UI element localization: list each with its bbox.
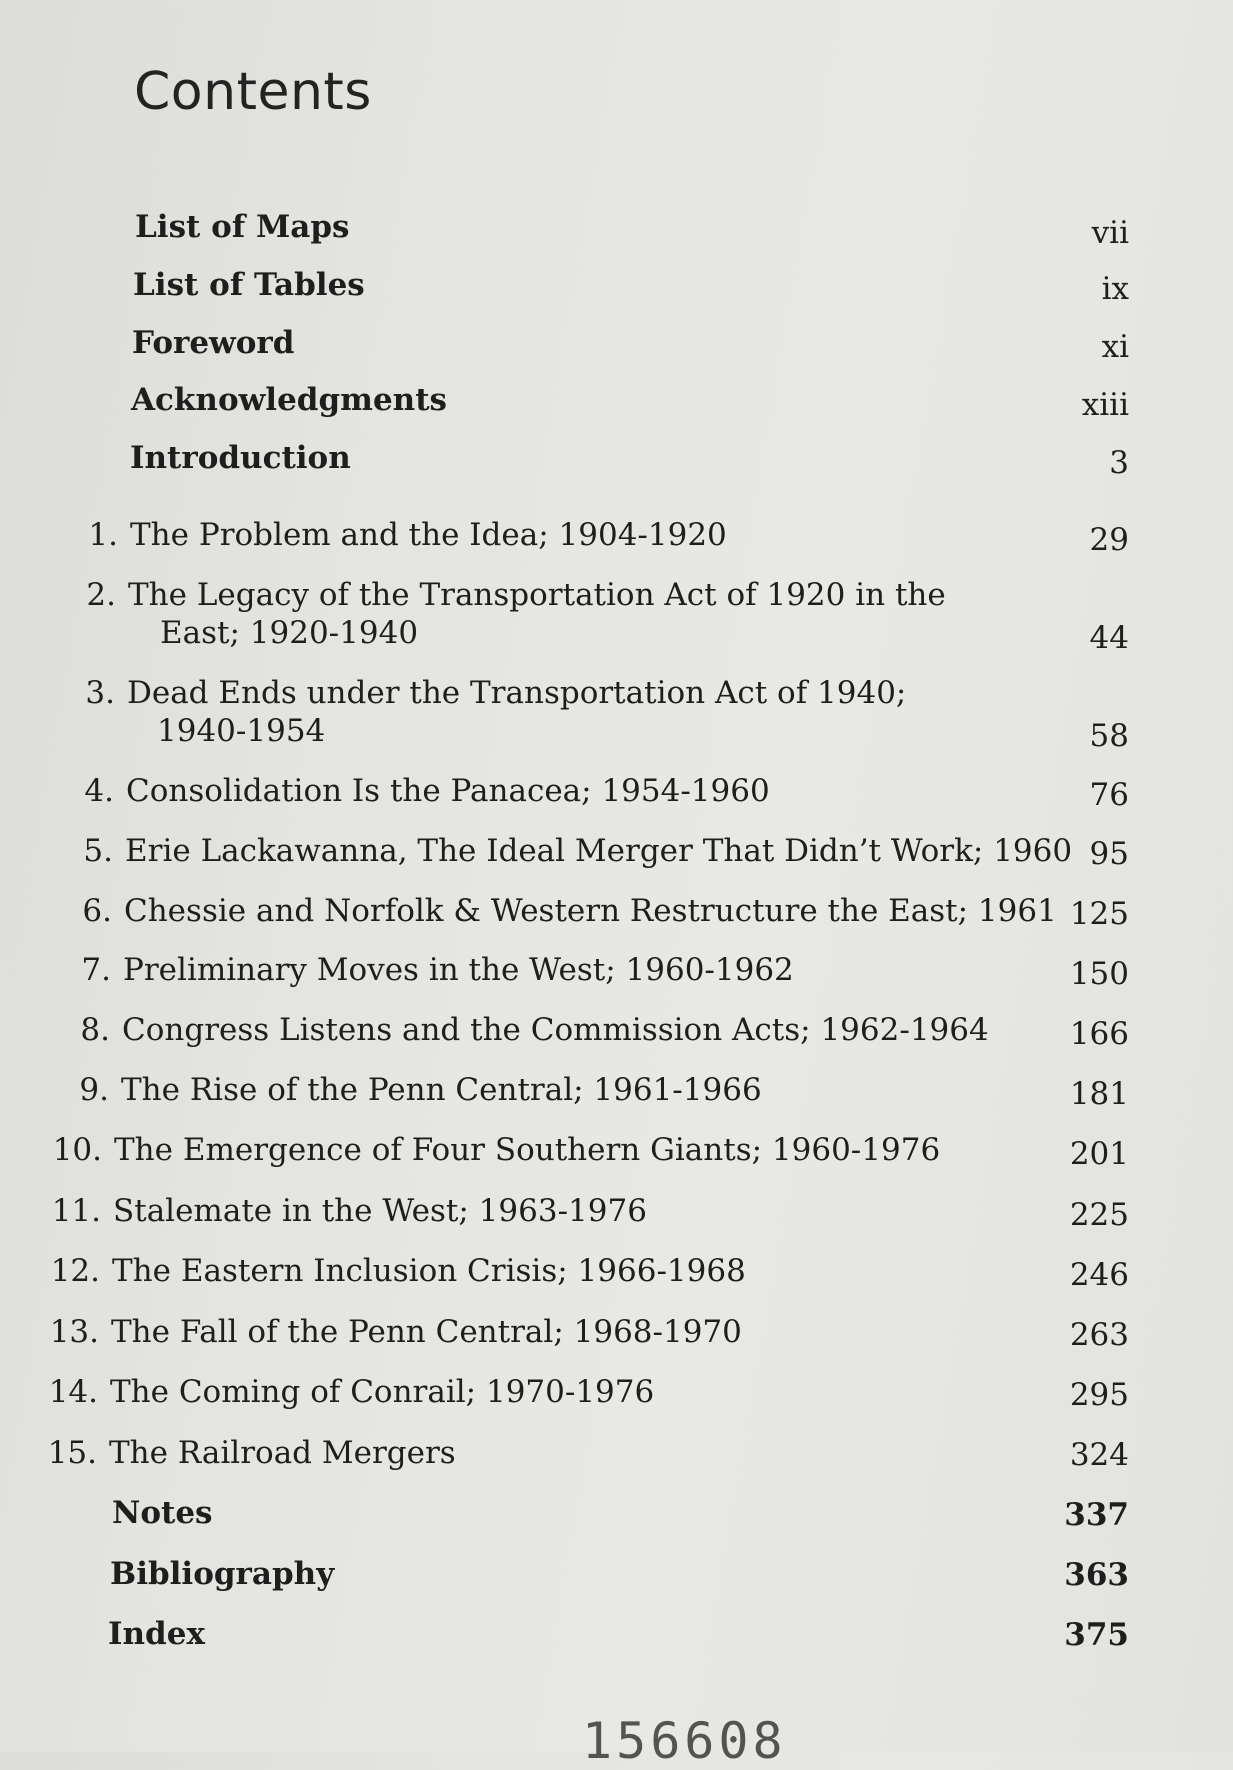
chapter-title: Stalemate in the West; 1963-1976 <box>113 1193 647 1229</box>
entry-page-number: 150 <box>1069 956 1129 992</box>
entry-page-number: 29 <box>1089 522 1129 558</box>
entry-page-number: vii <box>1091 215 1129 251</box>
stamped-accession-number: 156608 <box>582 1712 787 1770</box>
chapter-number: 12. <box>50 1253 100 1289</box>
page-title: Contents <box>134 62 372 122</box>
chapter-title: Dead Ends under the Transportation Act of 1940; <box>127 675 907 711</box>
entry-page-number: 295 <box>1069 1377 1129 1413</box>
chapter-entry <box>48 1252 746 1290</box>
entry-page-number: 201 <box>1069 1136 1129 1172</box>
entry-label: Notes <box>112 1495 213 1531</box>
entry-page-number: 44 <box>1089 620 1129 656</box>
chapter-number: 8. <box>80 1012 110 1048</box>
entry-page-number: 225 <box>1069 1197 1129 1233</box>
entry-label: Introduction <box>130 440 351 476</box>
chapter-title: Consolidation Is the Panacea; 1954-1960 <box>126 773 770 809</box>
entry-page-number: 125 <box>1069 896 1129 932</box>
entry-page-number: 324 <box>1069 1437 1129 1473</box>
chapter-entry <box>64 576 946 652</box>
chapter-entry <box>57 1071 762 1109</box>
chapter-entry <box>61 832 1072 870</box>
entry-page-number: 337 <box>1064 1497 1129 1533</box>
entry-page-number: 95 <box>1089 836 1129 872</box>
chapter-title: Chessie and Norfolk & Western Restructure the East; 1961 <box>124 893 1057 929</box>
front-matter-entry-maps <box>135 208 349 246</box>
front-matter-entry-tables <box>133 266 365 304</box>
chapter-title: The Legacy of the Transportation Act of 1920 in the <box>128 577 946 613</box>
entry-page-number: 3 <box>1109 445 1129 481</box>
entry-label: Foreword <box>132 325 295 361</box>
chapter-entry <box>50 1131 940 1169</box>
entry-page-number: 263 <box>1069 1317 1129 1353</box>
chapter-entry <box>49 1192 647 1230</box>
entry-page-number: xiii <box>1081 387 1129 423</box>
chapter-number: 1. <box>88 517 118 553</box>
chapter-entry <box>45 1434 456 1472</box>
entry-page-number: 76 <box>1089 777 1129 813</box>
chapter-entry <box>62 772 770 810</box>
entry-label: Bibliography <box>110 1556 335 1592</box>
chapter-entry <box>58 1011 989 1049</box>
chapter-entry <box>66 516 727 554</box>
chapter-entry <box>46 1373 654 1411</box>
chapter-entry <box>60 892 1057 930</box>
chapter-title-continued: 1940-1954 <box>157 713 326 749</box>
chapter-title: Congress Listens and the Commission Acts; 1962-1964 <box>122 1012 989 1048</box>
entry-label: List of Tables <box>133 267 365 303</box>
chapter-title: The Rise of the Penn Central; 1961-1966 <box>121 1072 762 1108</box>
front-matter-entry-foreword <box>132 324 294 362</box>
entry-label: List of Maps <box>135 209 350 245</box>
chapter-number: 11. <box>51 1193 101 1229</box>
chapter-title: The Coming of Conrail; 1970-1976 <box>110 1374 655 1410</box>
chapter-number: 15. <box>47 1435 97 1471</box>
chapter-number: 9. <box>79 1072 109 1108</box>
chapter-title: The Railroad Mergers <box>109 1435 456 1471</box>
entry-page-number: 58 <box>1089 718 1129 754</box>
chapter-number: 14. <box>48 1374 98 1410</box>
chapter-title: Preliminary Moves in the West; 1960-1962 <box>123 952 794 988</box>
chapter-entry <box>59 951 794 989</box>
back-matter-entry-index <box>108 1615 205 1653</box>
chapter-title: Erie Lackawanna, The Ideal Merger That Didn’t Work; 1960 <box>125 833 1073 869</box>
chapter-title: The Emergence of Four Southern Giants; 1960-1976 <box>114 1132 941 1168</box>
back-matter-entry-bibliography <box>110 1555 334 1593</box>
chapter-entry <box>47 1313 742 1351</box>
chapter-number: 5. <box>83 833 113 869</box>
entry-page-number: 181 <box>1069 1076 1129 1112</box>
entry-label: Index <box>108 1616 205 1652</box>
chapter-number: 13. <box>49 1314 99 1350</box>
entry-page-number: xi <box>1101 329 1129 365</box>
chapter-number: 7. <box>81 952 111 988</box>
chapter-title: The Eastern Inclusion Crisis; 1966-1968 <box>112 1253 746 1289</box>
entry-page-number: 166 <box>1069 1016 1129 1052</box>
front-matter-entry-acknowledgments <box>131 381 447 419</box>
entry-page-number: ix <box>1101 271 1129 307</box>
chapter-number: 10. <box>52 1132 102 1168</box>
chapter-number: 2. <box>86 577 116 613</box>
chapter-title: The Fall of the Penn Central; 1968-1970 <box>111 1314 742 1350</box>
chapter-title: The Problem and the Idea; 1904-1920 <box>130 517 727 553</box>
front-matter-entry-introduction <box>130 439 351 477</box>
entry-page-number: 363 <box>1064 1557 1129 1593</box>
entry-page-number: 246 <box>1069 1257 1129 1293</box>
entry-label: Acknowledgments <box>131 382 447 418</box>
chapter-number: 4. <box>84 773 114 809</box>
chapter-number: 6. <box>82 893 112 929</box>
entry-page-number: 375 <box>1064 1617 1129 1653</box>
chapter-title-continued: East; 1920-1940 <box>160 615 419 651</box>
chapter-entry <box>63 674 906 750</box>
back-matter-entry-notes <box>112 1494 213 1532</box>
chapter-number: 3. <box>85 675 115 711</box>
